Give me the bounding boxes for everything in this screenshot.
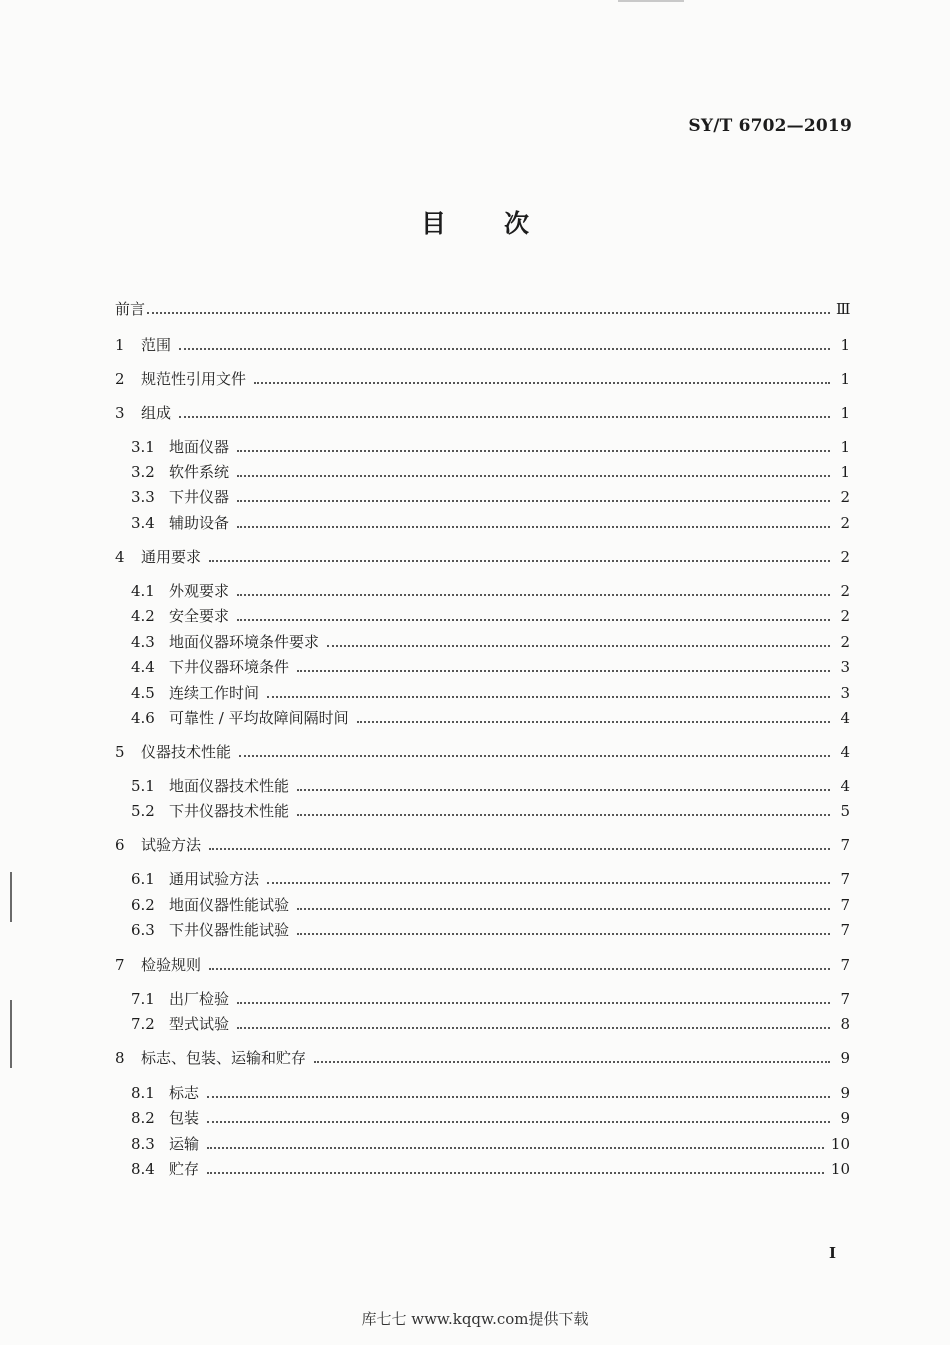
toc-entry-title: 连续工作时间	[169, 684, 260, 702]
toc-entry-title: 出厂检验	[169, 990, 230, 1008]
toc-page-number: 10	[830, 1160, 850, 1178]
toc-entry-title: 贮存	[169, 1160, 200, 1178]
toc-page-number: 3	[840, 658, 850, 676]
toc-entry-title: 下井仪器性能试验	[169, 921, 290, 939]
toc-entry[interactable]	[115, 870, 850, 888]
toc-entry[interactable]	[115, 488, 850, 506]
toc-entry-number: 2	[115, 370, 125, 388]
toc-leader-dots	[297, 814, 830, 816]
toc-leader-dots	[237, 619, 830, 621]
toc-leader-dots	[207, 1172, 824, 1174]
toc-entry-title: 通用试验方法	[169, 870, 260, 888]
toc-entry-number: 5	[115, 743, 125, 761]
toc-leader-dots	[237, 594, 830, 596]
toc-leader-dots	[297, 670, 830, 672]
toc-leader-dots	[179, 348, 830, 350]
toc-entry[interactable]	[115, 582, 850, 600]
toc-entry-title: 型式试验	[169, 1015, 230, 1033]
toc-entry[interactable]	[115, 658, 850, 676]
toc-entry-number: 3.2	[131, 463, 155, 481]
toc-entry-title: 仪器技术性能	[141, 743, 232, 761]
toc-entry[interactable]	[115, 1109, 850, 1127]
toc-page-number: 7	[840, 956, 850, 974]
toc-entry[interactable]	[115, 836, 850, 854]
toc-page-number: 7	[840, 870, 850, 888]
toc-entry-title: 下井仪器技术性能	[169, 802, 290, 820]
toc-page-number: 4	[840, 709, 850, 727]
footer-watermark-text: 库七七 www.kqqw.com提供下载	[361, 1310, 589, 1328]
toc-entry[interactable]	[115, 300, 850, 318]
toc-entry-title: 辅助设备	[169, 514, 230, 532]
toc-entry-number: 3	[115, 404, 125, 422]
toc-leader-dots	[297, 908, 830, 910]
toc-entry-number: 4.2	[131, 607, 155, 625]
toc-page-number: 1	[840, 370, 850, 388]
toc-entry[interactable]	[115, 777, 850, 795]
scan-edge-line	[10, 1000, 12, 1068]
toc-page-number: 2	[840, 582, 850, 600]
page-folio: I	[828, 1244, 836, 1262]
toc-entry-number: 6.3	[131, 921, 155, 939]
toc-entry[interactable]	[115, 1160, 850, 1178]
toc-entry[interactable]	[115, 463, 850, 481]
toc-page-number: Ⅲ	[836, 300, 851, 318]
toc-page-number: 7	[840, 896, 850, 914]
toc-leader-dots	[267, 882, 830, 884]
toc-leader-dots	[237, 526, 830, 528]
toc-entry-title: 下井仪器	[169, 488, 230, 506]
toc-entry[interactable]	[115, 956, 850, 974]
toc-entry-number: 6	[115, 836, 125, 854]
toc-entry-title: 范围	[141, 336, 172, 354]
toc-page-number: 4	[840, 777, 850, 795]
title-char-2: 次	[504, 209, 530, 238]
toc-leader-dots	[207, 1147, 824, 1149]
toc-page-number: 9	[840, 1049, 850, 1067]
toc-leader-dots	[267, 696, 830, 698]
toc-page-number: 2	[840, 548, 850, 566]
toc-entry-title: 通用要求	[141, 548, 202, 566]
toc-entry-title: 下井仪器环境条件	[169, 658, 290, 676]
toc-page-number: 1	[840, 336, 850, 354]
toc-leader-dots	[209, 848, 830, 850]
toc-entry-title: 试验方法	[141, 836, 202, 854]
toc-entry-title: 安全要求	[169, 607, 230, 625]
toc-entry-number: 6.1	[131, 870, 155, 888]
toc-entry-title: 组成	[141, 404, 172, 422]
toc-entry-number: 7.2	[131, 1015, 155, 1033]
toc-entry-title: 规范性引用文件	[141, 370, 247, 388]
toc-entry[interactable]	[115, 684, 850, 702]
toc-entry[interactable]	[115, 336, 850, 354]
toc-entry-title: 地面仪器性能试验	[169, 896, 290, 914]
toc-entry-number: 5.2	[131, 802, 155, 820]
toc-page-number: 10	[830, 1135, 850, 1153]
toc-page-number: 3	[840, 684, 850, 702]
toc-page-number: 7	[840, 836, 850, 854]
toc-leader-dots	[179, 416, 830, 418]
toc-entry[interactable]	[115, 370, 850, 388]
toc-entry-title: 软件系统	[169, 463, 230, 481]
scan-mark	[618, 0, 684, 2]
toc-entry-number: 7	[115, 956, 125, 974]
toc-page-number: 1	[840, 438, 850, 456]
page-title	[0, 204, 950, 240]
toc-page-number: 4	[840, 743, 850, 761]
toc-entry-number: 4	[115, 548, 125, 566]
toc-leader-dots	[209, 968, 830, 970]
toc-leader-dots	[327, 645, 830, 647]
toc-entry[interactable]	[115, 633, 850, 651]
toc-entry-number: 4.1	[131, 582, 155, 600]
toc-entry-number: 8.2	[131, 1109, 155, 1127]
toc-page-number: 8	[840, 1015, 850, 1033]
toc-entry-number: 8.4	[131, 1160, 155, 1178]
toc-leader-dots	[207, 1096, 830, 1098]
toc-leader-dots	[237, 1027, 830, 1029]
toc-entry-title: 外观要求	[169, 582, 230, 600]
toc-entry-number: 5.1	[131, 777, 155, 795]
toc-page-number: 1	[840, 404, 850, 422]
toc-entry[interactable]	[115, 802, 850, 820]
toc-page-number: 9	[840, 1084, 850, 1102]
toc-leader-dots	[147, 312, 830, 314]
toc-page-number: 7	[840, 990, 850, 1008]
toc-entry-title: 可靠性 / 平均故障间隔时间	[169, 709, 349, 727]
toc-page-number: 5	[840, 802, 850, 820]
toc-leader-dots	[314, 1061, 830, 1063]
toc-entry-number: 8	[115, 1049, 125, 1067]
toc-entry-number: 3.4	[131, 514, 155, 532]
toc-leader-dots	[237, 450, 830, 452]
toc-entry-title: 标志	[169, 1084, 200, 1102]
toc-leader-dots	[239, 755, 830, 757]
scan-edge-line	[10, 872, 12, 922]
toc-page-number: 9	[840, 1109, 850, 1127]
toc-leader-dots	[297, 789, 830, 791]
toc-entry-title: 地面仪器环境条件要求	[169, 633, 320, 651]
toc-entry-title: 包装	[169, 1109, 200, 1127]
toc-entry-title: 检验规则	[141, 956, 202, 974]
toc-entry[interactable]	[115, 990, 850, 1008]
toc-entry-number: 4.6	[131, 709, 155, 727]
toc-leader-dots	[254, 382, 830, 384]
toc-entry[interactable]	[115, 404, 850, 422]
toc-entry-number: 4.5	[131, 684, 155, 702]
toc-entry[interactable]	[115, 921, 850, 939]
toc-entry[interactable]	[115, 514, 850, 532]
toc-entry-title: 前言	[115, 300, 146, 318]
toc-entry-number: 3.3	[131, 488, 155, 506]
toc-entry-number: 8.1	[131, 1084, 155, 1102]
toc-entry-number: 7.1	[131, 990, 155, 1008]
toc-entry[interactable]	[115, 548, 850, 566]
toc-page-number: 1	[840, 463, 850, 481]
toc-page-number: 2	[840, 488, 850, 506]
toc-entry-number: 6.2	[131, 896, 155, 914]
standard-number: SY/T 6702—2019	[688, 116, 852, 136]
toc-entry[interactable]	[115, 1084, 850, 1102]
toc-leader-dots	[237, 1002, 830, 1004]
toc-page-number: 7	[840, 921, 850, 939]
toc-leader-dots	[357, 721, 830, 723]
toc-entry-number: 4.3	[131, 633, 155, 651]
toc-entry[interactable]	[115, 1049, 850, 1067]
toc-entry-title: 地面仪器技术性能	[169, 777, 290, 795]
toc-entry-number: 4.4	[131, 658, 155, 676]
toc-page-number: 2	[840, 607, 850, 625]
toc-leader-dots	[237, 475, 830, 477]
toc-leader-dots	[207, 1121, 830, 1123]
toc-page-number: 2	[840, 633, 850, 651]
toc-entry[interactable]	[115, 438, 850, 456]
toc-entry[interactable]	[115, 607, 850, 625]
toc-entry-title: 运输	[169, 1135, 200, 1153]
toc-entry[interactable]	[115, 1135, 850, 1153]
toc-entry-number: 1	[115, 336, 125, 354]
toc-entry-title: 标志、包装、运输和贮存	[141, 1049, 307, 1067]
toc-entry-number: 8.3	[131, 1135, 155, 1153]
toc-entry[interactable]	[115, 743, 850, 761]
toc-entry[interactable]	[115, 1015, 850, 1033]
toc-entry[interactable]	[115, 709, 850, 727]
toc-leader-dots	[297, 933, 830, 935]
toc-leader-dots	[237, 500, 830, 502]
toc-entry-title: 地面仪器	[169, 438, 230, 456]
toc-page-number: 2	[840, 514, 850, 532]
toc-entry-number: 3.1	[131, 438, 155, 456]
toc-entry[interactable]	[115, 896, 850, 914]
toc-leader-dots	[209, 560, 830, 562]
title-char-1: 目	[420, 209, 446, 238]
